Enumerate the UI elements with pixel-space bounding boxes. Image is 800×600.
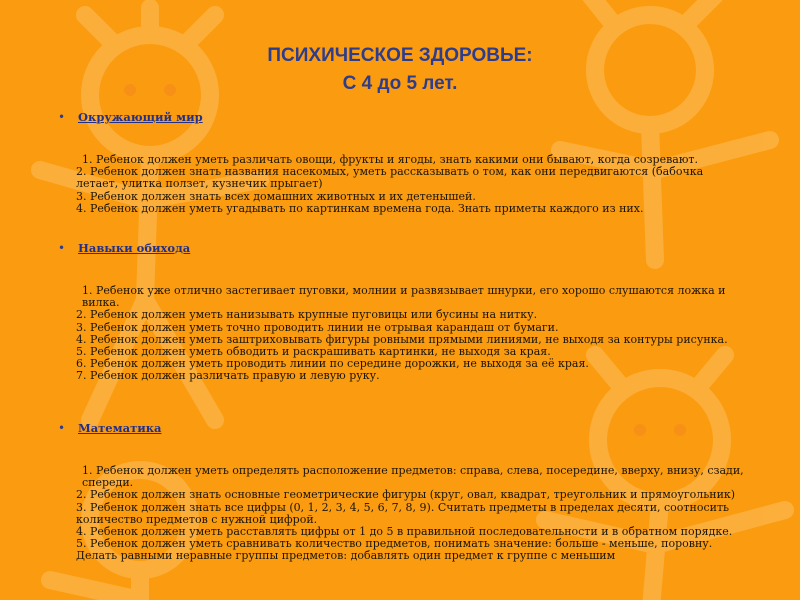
title-line-2: С 4 до 5 лет. (342, 73, 458, 94)
section-heading-link[interactable]: Окружающий мир (78, 110, 203, 124)
list-item: 1. Ребенок должен уметь определять расположение предметов: справа, слева, посередине, вверху, внизу, сзади, спереди. (82, 464, 744, 490)
section-items (58, 154, 748, 215)
section-surroundings (58, 110, 748, 215)
section-heading-row (58, 110, 748, 124)
list-item: 5. Ребенок должен уметь сравнивать количество предметов, понимать значение: больше - меньше, поровну. Делать равными неравные группы предметов: добавлять один предмет к группе с меньшим (76, 537, 713, 563)
bullet-icon: • (58, 110, 66, 124)
list-item: 3. Ребенок должен знать все цифры (0, 1, 2, 3, 4, 5, 6, 7, 8, 9). Считать предметы в пределах десяти, соотносить количество предметов с нужной цифрой. (76, 500, 730, 526)
list-item: 4. Ребенок должен уметь расставлять цифры от 1 до 5 в правильной последовательности и в обратном порядке. (76, 525, 733, 539)
section-heading-row (58, 421, 748, 435)
list-item: 2. Ребенок должен знать названия насекомых, уметь рассказывать о том, как они передвигаются (бабочка летает, улитка ползет, кузнечик прыгает) (76, 165, 704, 191)
bullet-icon: • (58, 241, 66, 255)
list-item: 1. Ребенок должен уметь различать овощи, фрукты и ягоды, знать какими они бывают, когда созревают. (82, 153, 699, 166)
section-items (58, 285, 748, 383)
page-title (0, 42, 800, 98)
section-math (58, 421, 748, 563)
list-item: 6. Ребенок должен уметь проводить линии по середине дорожки, не выходя за её края. (76, 357, 589, 371)
bullet-icon: • (58, 421, 66, 435)
title-line-1: ПСИХИЧЕСКОЕ ЗДОРОВЬЕ: (267, 45, 533, 66)
list-item: 3. Ребенок должен уметь точно проводить линии не отрывая карандаш от бумаги. (76, 320, 559, 334)
section-heading-link[interactable]: Математика (78, 421, 162, 435)
list-item: 3. Ребенок должен знать всех домашних животных и их детенышей. (76, 189, 476, 203)
list-item: 5. Ребенок должен уметь обводить и раскрашивать картинки, не выходя за края. (76, 345, 551, 359)
list-item: 1. Ребенок уже отлично застегивает пуговки, молнии и развязывает шнурки, его хорошо слушаются ложка и вилка. (82, 284, 726, 310)
section-heading-row (58, 241, 748, 255)
section-heading-link[interactable]: Навыки обихода (78, 241, 191, 255)
section-items (58, 465, 748, 563)
list-item: 2. Ребенок должен знать основные геометрические фигуры (круг, овал, квадрат, треугольник и прямоугольник) (76, 488, 736, 502)
list-item: 7. Ребенок должен различать правую и левую руку. (76, 369, 380, 383)
list-item: 2. Ребенок должен уметь нанизывать крупные пуговицы или бусины на нитку. (76, 308, 538, 322)
section-daily-skills (58, 241, 748, 383)
list-item: 4. Ребенок должен уметь угадывать по картинкам времена года. Знать приметы каждого из них. (76, 201, 644, 215)
list-item: 4. Ребенок должен уметь заштриховывать фигуры ровными прямыми линиями, не выходя за контуры рисунка. (76, 332, 728, 346)
